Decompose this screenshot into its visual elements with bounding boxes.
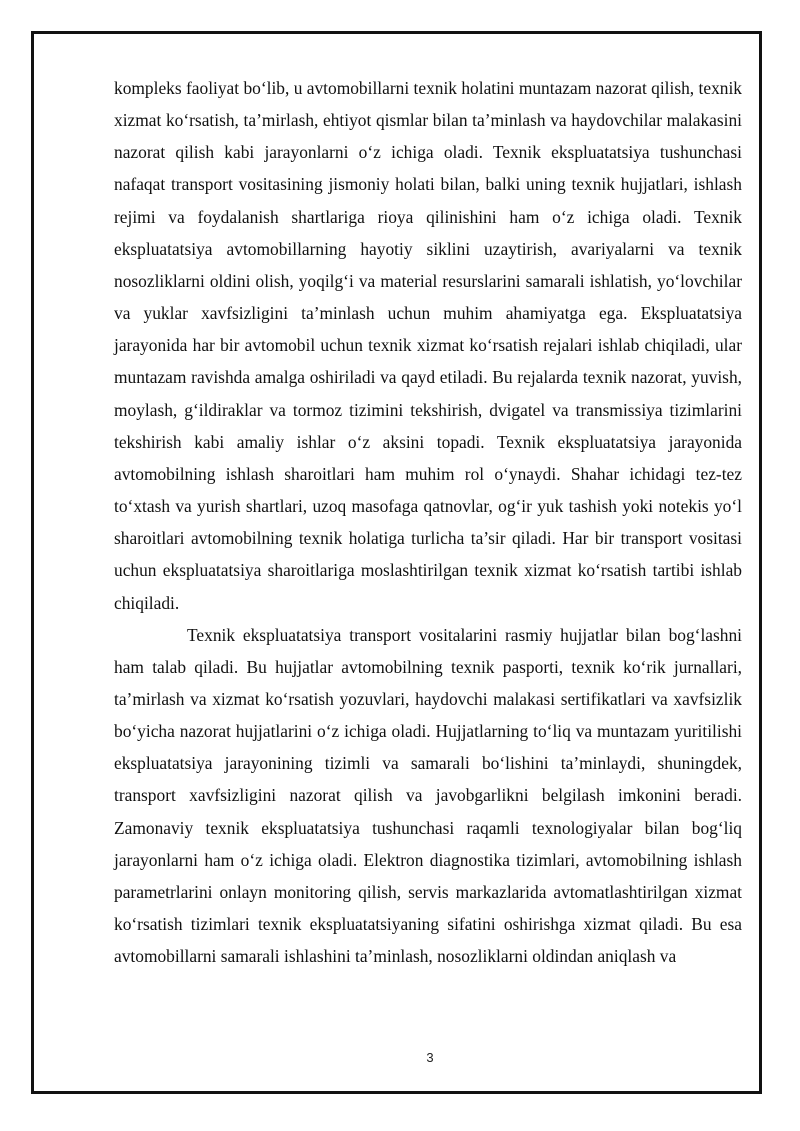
- page-number: 3: [426, 1050, 434, 1065]
- paragraph-2: Texnik ekspluatatsiya transport vositalarini rasmiy hujjatlar bilan bog‘lashni ham talab qiladi. Bu hujjatlar avtomobilning texnik pasporti, texnik ko‘rik jurnallari, ta’mirlash va xizmat ko‘rsatish yozuvlari, haydovchi malakasi sertifikatlari va xavfsizlik bo‘yicha nazorat hujjatlarini o‘z ichiga oladi. Hujjatlarning to‘liq va muntazam yuritilishi ekspluatatsiya jarayonining tizimli va samarali bo‘lishini ta’minlaydi, shuningdek, transport xavfsizligini nazorat qilish va javobgarlikni belgilash imkonini beradi. Zamonaviy texnik ekspluatatsiya tushunchasi raqamli texnologiyalar bilan bog‘liq jarayonlarni ham o‘z ichiga oladi. Elektron diagnostika tizimlari, avtomobilning ishlash parametrlarini onlayn monitoring qilish, servis markazlarida avtomatlashtirilgan xizmat ko‘rsatish tizimlari texnik ekspluatatsiyaning sifatini oshirishga xizmat qiladi. Bu esa avtomobillarni samarali ishlashini ta’minlash, nosozliklarni oldindan aniqlash va: [114, 624, 742, 967]
- paragraph-1: kompleks faoliyat bo‘lib, u avtomobillarni texnik holatini muntazam nazorat qilish, texnik xizmat ko‘rsatish, ta’mirlash, ehtiyot qismlar bilan ta’minlash va haydovchilar malakasini nazorat qilish kabi jarayonlarni o‘z ichiga oladi. Texnik ekspluatatsiya tushunchasi nafaqat transport vositasining jismoniy holati bilan, balki uning texnik hujjatlari, ishlash rejimi va foydalanish shartlariga rioya qilinishini ham o‘z ichiga oladi. Texnik ekspluatatsiya avtomobillarning hayotiy siklini uzaytirish, avariyalarni va texnik nosozliklarni oldini olish, yoqilg‘i va material resurslarini samarali ishlatish, yo‘lovchilar va yuklar xavfsizligini ta’minlash uchun muhim ahamiyatga ega. Ekspluatatsiya jarayonida har bir avtomobil uchun texnik xizmat ko‘rsatish rejalari ishlab chiqiladi, ular muntazam ravishda amalga oshiriladi va qayd etiladi. Bu rejalarda texnik nazorat, yuvish, moylash, g‘ildiraklar va tormoz tizimini tekshirish, dvigatel va transmissiya tizimlarini tekshirish kabi amaliy ishlar o‘z aksini topadi. Texnik ekspluatatsiya jarayonida avtomobilning ishlash sharoitlari ham muhim rol o‘ynaydi. Shahar ichidagi tez-tez to‘xtash va yurish shartlari, uzoq masofaga qatnovlar, og‘ir yuk tashish yoki notekis yo‘l sharoitlari avtomobilning texnik holatiga turlicha ta’sir qiladi. Har bir transport vositasi uchun ekspluatatsiya sharoitlariga moslashtirilgan texnik xizmat ko‘rsatish tartibi ishlab chiqiladi.: [114, 78, 742, 613]
- document-body: [114, 72, 742, 972]
